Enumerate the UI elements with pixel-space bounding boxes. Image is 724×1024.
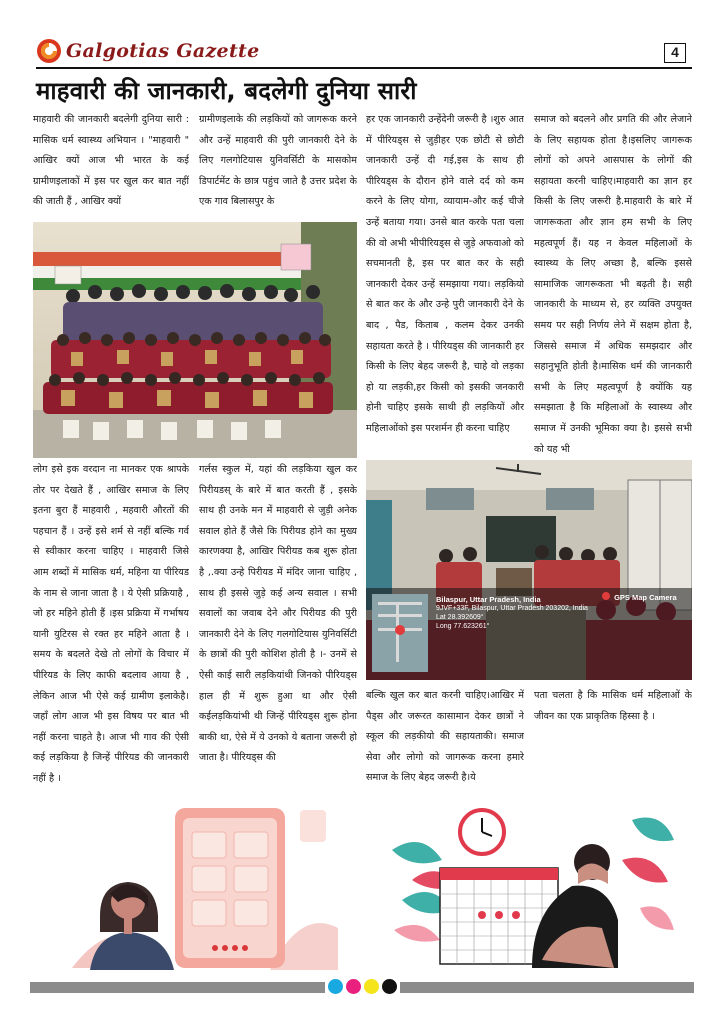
article-col4-top: समाज को बदलने और प्रगति की और लेजाने के लिए सहायक होता है।इसलिए जागरूक लोगों को अपने आसपास के लोगों की सहायता करनी चाहिए।माहवारी का ज्ञान हर किसी के लिए जरूरी है.माहवारी के बारे में जागरूकता और ज्ञान हम सभी के लिए महत्वपूर्ण हैं। यह न केवल महिलाओं के स्वास्थ्य के लिए अच्छा है, बल्कि इससे सामाजिक जागरूकता भी बढ़ती है। सही जानकारी के माध्यम से, हर व्यक्ति उपयुक्त समय पर सही निर्णय लेने में सक्षम होता है, जिससे समाज में अधिक समझदार और सहानुभूति होती है।मासिक धर्म की जानकारी सभी के लिए महत्वपूर्ण है क्योंकि यह समझाता है कि महिलाओं के स्वास्थ्य और समाज में उनकी भूमिका क्या है। इससे सभी को यह भी bbox=[534, 114, 692, 455]
gps-camera-label: GPS Map Camera bbox=[614, 593, 677, 602]
gps-line-2: 9JVF+33F, Bilaspur, Uttar Pradesh 203202, India bbox=[436, 605, 588, 612]
gps-line-1: Bilaspur, Uttar Pradesh, India bbox=[436, 595, 541, 604]
cmyk-dots bbox=[328, 979, 397, 994]
gps-line-4: Long 77.623261° bbox=[436, 623, 490, 630]
calendar-illustration bbox=[382, 790, 678, 970]
masthead-rule bbox=[36, 67, 692, 69]
classroom-photo bbox=[366, 460, 692, 680]
gps-caption bbox=[436, 595, 596, 631]
masthead-title: Galgotias Gazette bbox=[66, 40, 260, 62]
gps-location-icon bbox=[602, 592, 610, 600]
article-col3-bottom: बल्कि खुल कर बात करनी चाहिए।आखिर में पैड्स और जरूरत कासामान देकर छात्रों ने स्कूल की लड़कीयो की सहायताकी। समाज सेवा और लोगो को जागरूक करना हमारे समाज के लिए बेहद जरूरी है।ये bbox=[366, 690, 524, 784]
group-photo bbox=[33, 222, 357, 458]
footer-bar-left bbox=[30, 982, 325, 993]
masthead bbox=[36, 36, 692, 68]
dot-yellow bbox=[364, 979, 379, 994]
article-col2-top: ग्रामीणइलाके की लड़कियों को जागरूक करने और उन्हें माहवारी की पुरी जानकारी देने के लिए गलगोटियास युनिवर्सिटी के मासकोम डिपार्टमेंट के छात्र पहुंच जाते है उत्तर प्रदेश के एक गाव बिलासपुर के bbox=[199, 114, 357, 208]
gps-camera-tag bbox=[602, 592, 677, 602]
dot-cyan bbox=[328, 979, 343, 994]
article-headline: माहवारी की जानकारी, बदलेगी दुनिया सारी bbox=[36, 77, 417, 105]
phone-illustration bbox=[70, 798, 340, 970]
gps-line-3: Lat 28.392609° bbox=[436, 614, 484, 621]
article-col1-top: माहवारी की जानकारी बदलेगी दुनिया सारी : मासिक धर्म स्वास्थ्य अभियान । "माहवारी " आखिर क्यों आज भी भारत के कई ग्रामीणइलाकों में इस पर खुल कर बात नहीं की जाती हैं , आखिर क्यों bbox=[33, 114, 189, 208]
article-col4-bottom: पता चलता है कि मासिक धर्म महिलाओं के जीवन का एक प्राकृतिक हिस्सा है । bbox=[534, 690, 692, 722]
footer-bar-right bbox=[400, 982, 694, 993]
article-col1-bottom: लोग इसे इक वरदान ना मानकर एक श्रापके तोर पर देखते हैं , आखिर समाज के लिए इतना बुरा हैं माहवारी , महवारी औरतों की पहचान हैं । उन्हें इसे शर्म से नहीं बल्कि गर्व से स्वीकार करना चाहिए । माहवारी जिसे आम शब्दों में मासिक धर्म, महिना या पीरियड के नाम से जाना जाता है । ये ऐसी प्रक्रियाहै , जो हर महिने होती हैं ।इस प्रक्रिया में गर्भाषय यानी युटिरस से रक्त हर महिने आता है । समय के बदलते देखे तो लोगों के विचार में पीरियड के लिए काफी बदलाव आया है , लेकिन आज भी ऐसे कई ग्रामीण इलाकेहै।जहाँ लोग आज भी इस विषय पर बात भी नहीं करना चाहते है। आज भी गाव की ऐसी कई लड़किया है जिन्हें पीरियड की जानकारी नहीं है । bbox=[33, 464, 189, 784]
dot-magenta bbox=[346, 979, 361, 994]
gazette-logo-icon bbox=[36, 38, 62, 64]
article-col2-bottom: गर्लस स्कुल में, यहां की लड़किया खुल कर पिरीयडस् के बारे में बात करती हैं , इसके साथ ही उनके मन में माहवारी से जुड़ी अनेक सवाल होते हैं जैसे कि पिरीयड होने का मुख्य कारणक्या है, आखिर पिरीयड कब शुरू होता है ,.क्या उन्हे पिरीयड में मंदिर जाना चाहिए , साथ ही इससे जुड़े कई अन्य सवाल । सभी सवालों का जवाब देने और पिरीयड की पुरी जानकारी देने के लिए गलगोटियास युनिवर्सिटी के छात्रों की पुरी कोशिश होती है ।- उनमें से ऐसी काई सारी लड़कियांथी जिनको पीरियड्स हाल ही में शुरू हुआ था और ऐसी कईलड़कियांभी थी जिन्हें पीरियड्स शुरू होना बाकी था, ऐसे में ये उनको ये बताना जरूरी हो जाता है। पीरियड्स की bbox=[199, 464, 357, 764]
dot-black bbox=[382, 979, 397, 994]
page-number: 4 bbox=[664, 43, 686, 63]
masthead-logo bbox=[36, 38, 260, 64]
article-col3-top: हर एक जानकारी उन्हेंदेनी जरूरी है ।शुरु आत में पीरियड्स से जुड़ीहर एक छोटी से छोटी जानकारी उन्हें दी गई,इस के साथ ही पीरियड्स के दौरान होने वाले दर्द को कम करने के लिए योगा, व्यायाम-और कई चीजे उन्हें बताया गया। उनसे बात करके पता चला की वो अभी भीपीरियड्स से जुड़े अफवाओ को सचमानती है, इस पर बात कर के सही जानकारी देकर उन्हें समझाया गया। लड़कियो से बात कर के और उन्हे पुरी जानकारी देने के बाद , पैड, किताब , कलम देकर उनकी सहायता करते है । पीरियड्स की जानकारी हर किसी के लिए बेहद जरूरी है, चाहे वो लड़का हो या लड़की,हर किसी को इसकी जनकारी होनी चाहिए इसके साथी ही लड़कियों और महिलाओंको इस परशर्मन ही करना चाहिए bbox=[366, 114, 524, 434]
